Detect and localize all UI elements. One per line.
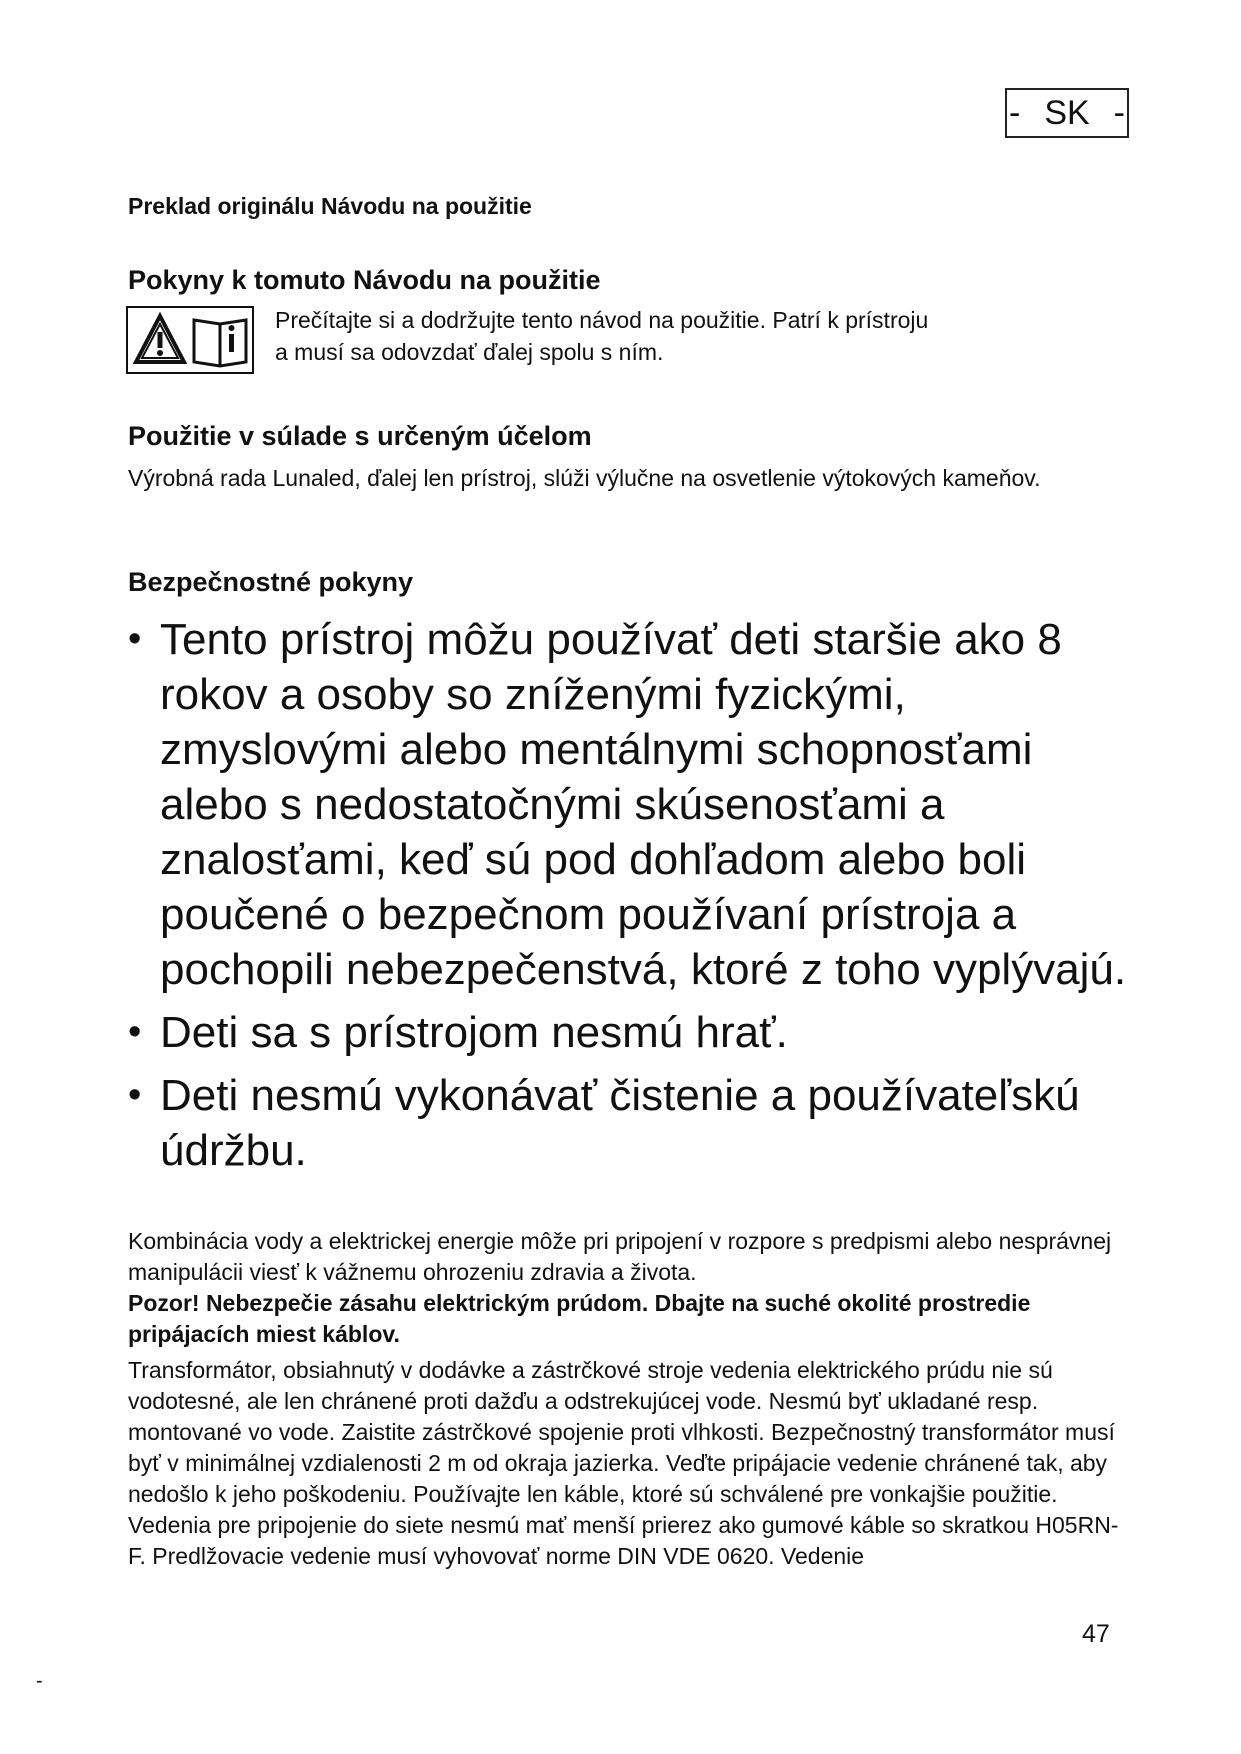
electric-shock-warning: Pozor! Nebezpečie zásahu elektrickým prúdom. Dbajte na suché okolité prostredie pripájacích miest káblov.: [128, 1290, 1031, 1347]
bullet-dot: •: [128, 618, 142, 660]
section-title-safety: Bezpečnostné pokyny: [128, 567, 414, 597]
bullet-text: Tento prístroj môžu používať deti staršie ako 8 rokov a osoby so zníženými fyzickými, zmyslovými alebo mentálnymi schopnosťami alebo s nedostatočnými skúsenosťami a znalosťami, keď sú pod dohľadom alebo boli poučené o bezpečnom používaní prístroja a pochopili nebezpečenstvá, ktoré z toho vyplývajú.: [160, 615, 1127, 994]
lang-dash-right: -: [1113, 94, 1125, 132]
bullet-text: Deti nesmú vykonávať čistenie a používateľskú údržbu.: [160, 1071, 1080, 1175]
section-title-instructions: Pokyny k tomuto Návodu na použitie: [128, 265, 601, 295]
warning-triangle-icon: [128, 308, 252, 372]
transformer-paragraph: Transformátor, obsiahnutý v dodávke a zástrčkové stroje vedenia elektrického prúdu nie sú vodotesné, ale len chránené proti dažďu a odstrekujúcej vode. Nesmú byť ukladané resp. montované vo vode. Zaistite zástrčkové spojenie proti vlhkosti. Bezpečnostný transformátor musí byť v minimálnej vzdialenosti 2 m od okraja jazierka. Veďte pripájacie vedenie chránené tak, aby nedošlo k jeho poškodeniu. Používajte len káble, ktoré sú schválené pre vonkajšie použitie. Vedenia pre pripojenie do siete nesmú mať menší prierez ako gumové káble so skratkou H05RN-F. Predlžovacie vedenie musí vyhovovať norme DIN VDE 0620. Vedenie: [128, 1357, 1119, 1569]
manual-info-icon: [194, 320, 246, 366]
bullet-text: Deti sa s prístrojom nesmú hrať.: [160, 1008, 788, 1057]
language-code: SK: [1044, 94, 1090, 132]
bullet-dot: •: [128, 1074, 142, 1116]
doc-subtitle: Preklad originálu Návodu na použitie: [128, 193, 532, 219]
list-item: [128, 1068, 1128, 1178]
safety-bullet-list: [128, 612, 1128, 1186]
bullet-dot: •: [128, 1011, 142, 1053]
read-manual-notice: [126, 304, 1126, 374]
list-item: [128, 612, 1128, 997]
notice-line-1: Prečítajte si a dodržujte tento návod na použitie. Patrí k prístroju: [275, 307, 929, 333]
language-badge: [1005, 88, 1129, 138]
doc-header: [128, 190, 1128, 222]
hazard-paragraph: Kombinácia vody a elektrickej energie môže pri pripojení v rozpore s predpismi alebo nesprávnej manipulácii viesť k vážnemu ohrozeniu zdravia a života.: [128, 1228, 1112, 1285]
lang-dash-left: -: [1009, 94, 1021, 132]
notice-text: [275, 304, 1125, 368]
edge-mark: -: [36, 1670, 43, 1692]
notice-line-2: a musí sa odovzdať ďalej spolu s ním.: [275, 339, 664, 365]
intended-use-text: Výrobná rada Lunaled, ďalej len prístroj, slúži výlučne na osvetlenie výtokových kameňov.: [128, 465, 1041, 491]
section-title-intended-use: Použitie v súlade s určeným účelom: [128, 421, 592, 451]
list-item: [128, 1005, 1128, 1060]
page-number: 47: [1082, 1620, 1110, 1648]
notice-icons: [126, 306, 254, 374]
